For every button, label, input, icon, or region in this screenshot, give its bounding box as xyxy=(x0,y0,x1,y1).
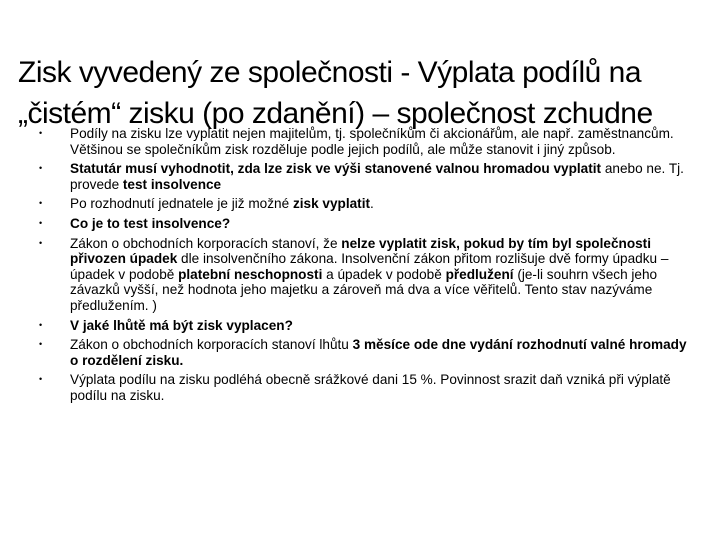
bullet-text: Zákon o obchodních korporacích stanoví, že xyxy=(70,235,342,251)
bullet-text: Podíly na zisku lze vyplatit nejen majitelům, tj. společníkům či akcionářům, ale např. zaměstnancům. Většinou se společníkům zisk rozděluje podle jejich podílů, ale může stanovit i jiný způsob. xyxy=(70,126,674,157)
bullet-text: . xyxy=(370,196,374,212)
bullet-text: anebo ne. Tj. provede xyxy=(70,161,684,192)
bullet-text-bold: platební neschopnosti xyxy=(178,266,323,282)
bullet-item xyxy=(0,126,720,157)
bullet-text-bold: Statutár musí vyhodnotit, zda lze zisk ve výši stanovené valnou hromadou vyplatit xyxy=(70,161,602,177)
bullet-marker: • xyxy=(39,237,43,248)
bullet-text-bold: 3 měsíce ode dne vydání rozhodnutí valné hromady o rozdělení zisku. xyxy=(70,337,687,368)
bullet-marker: • xyxy=(39,374,43,385)
bullet-item xyxy=(0,161,720,192)
bullet-item xyxy=(0,318,720,334)
bullet-text: dle insolvenčního zákona. Insolvenční zákon přitom rozlišuje dvě formy úpadku – úpadek v podobě xyxy=(70,251,669,282)
bullet-text-bold: předlužení xyxy=(445,266,514,282)
bullet-text-bold: test insolvence xyxy=(122,176,222,192)
bullet-text: Výplata podílu na zisku podléhá obecně srážkové dani 15 %. Povinnost srazit daň vzniká při výplatě podílu na zisku. xyxy=(70,372,671,403)
bullet-item xyxy=(0,372,720,403)
bullet-marker: • xyxy=(39,217,43,228)
bullet-text: (je-li souhrn všech jeho závazků vyšší, než hodnota jeho majetku a zároveň má dva a více věřitelů. Tento stav nazýváme předlužením. ) xyxy=(70,266,658,313)
bullet-text-bold: V jaké lhůtě má být zisk vyplacen? xyxy=(70,317,293,333)
bullet-text-bold: zisk vyplatit xyxy=(292,196,370,212)
bullet-text-bold: Co je to test insolvence? xyxy=(70,215,231,231)
bullet-list xyxy=(0,126,720,408)
bullet-text: Zákon o obchodních korporacích stanoví lhůtu xyxy=(70,337,353,353)
bullet-text: a úpadek v podobě xyxy=(322,266,446,282)
bullet-marker: • xyxy=(39,128,43,138)
slide-title: Zisk vyvedený ze společnosti - Výplata podílů na „čistém“ zisku (po zdanění) – společnost zchudne xyxy=(18,56,653,131)
bullet-text: Po rozhodnutí jednatele je již možné xyxy=(70,196,293,212)
bullet-marker: • xyxy=(39,163,43,174)
bullet-marker: • xyxy=(39,198,43,209)
bullet-item xyxy=(0,236,720,314)
bullet-item xyxy=(0,196,720,212)
bullet-marker: • xyxy=(39,319,43,330)
bullet-text-bold: nelze vyplatit zisk, pokud by tím byl společnosti přivozen úpadek xyxy=(70,235,651,267)
bullet-item xyxy=(0,337,720,368)
bullet-item xyxy=(0,216,720,232)
bullet-marker: • xyxy=(39,339,43,350)
